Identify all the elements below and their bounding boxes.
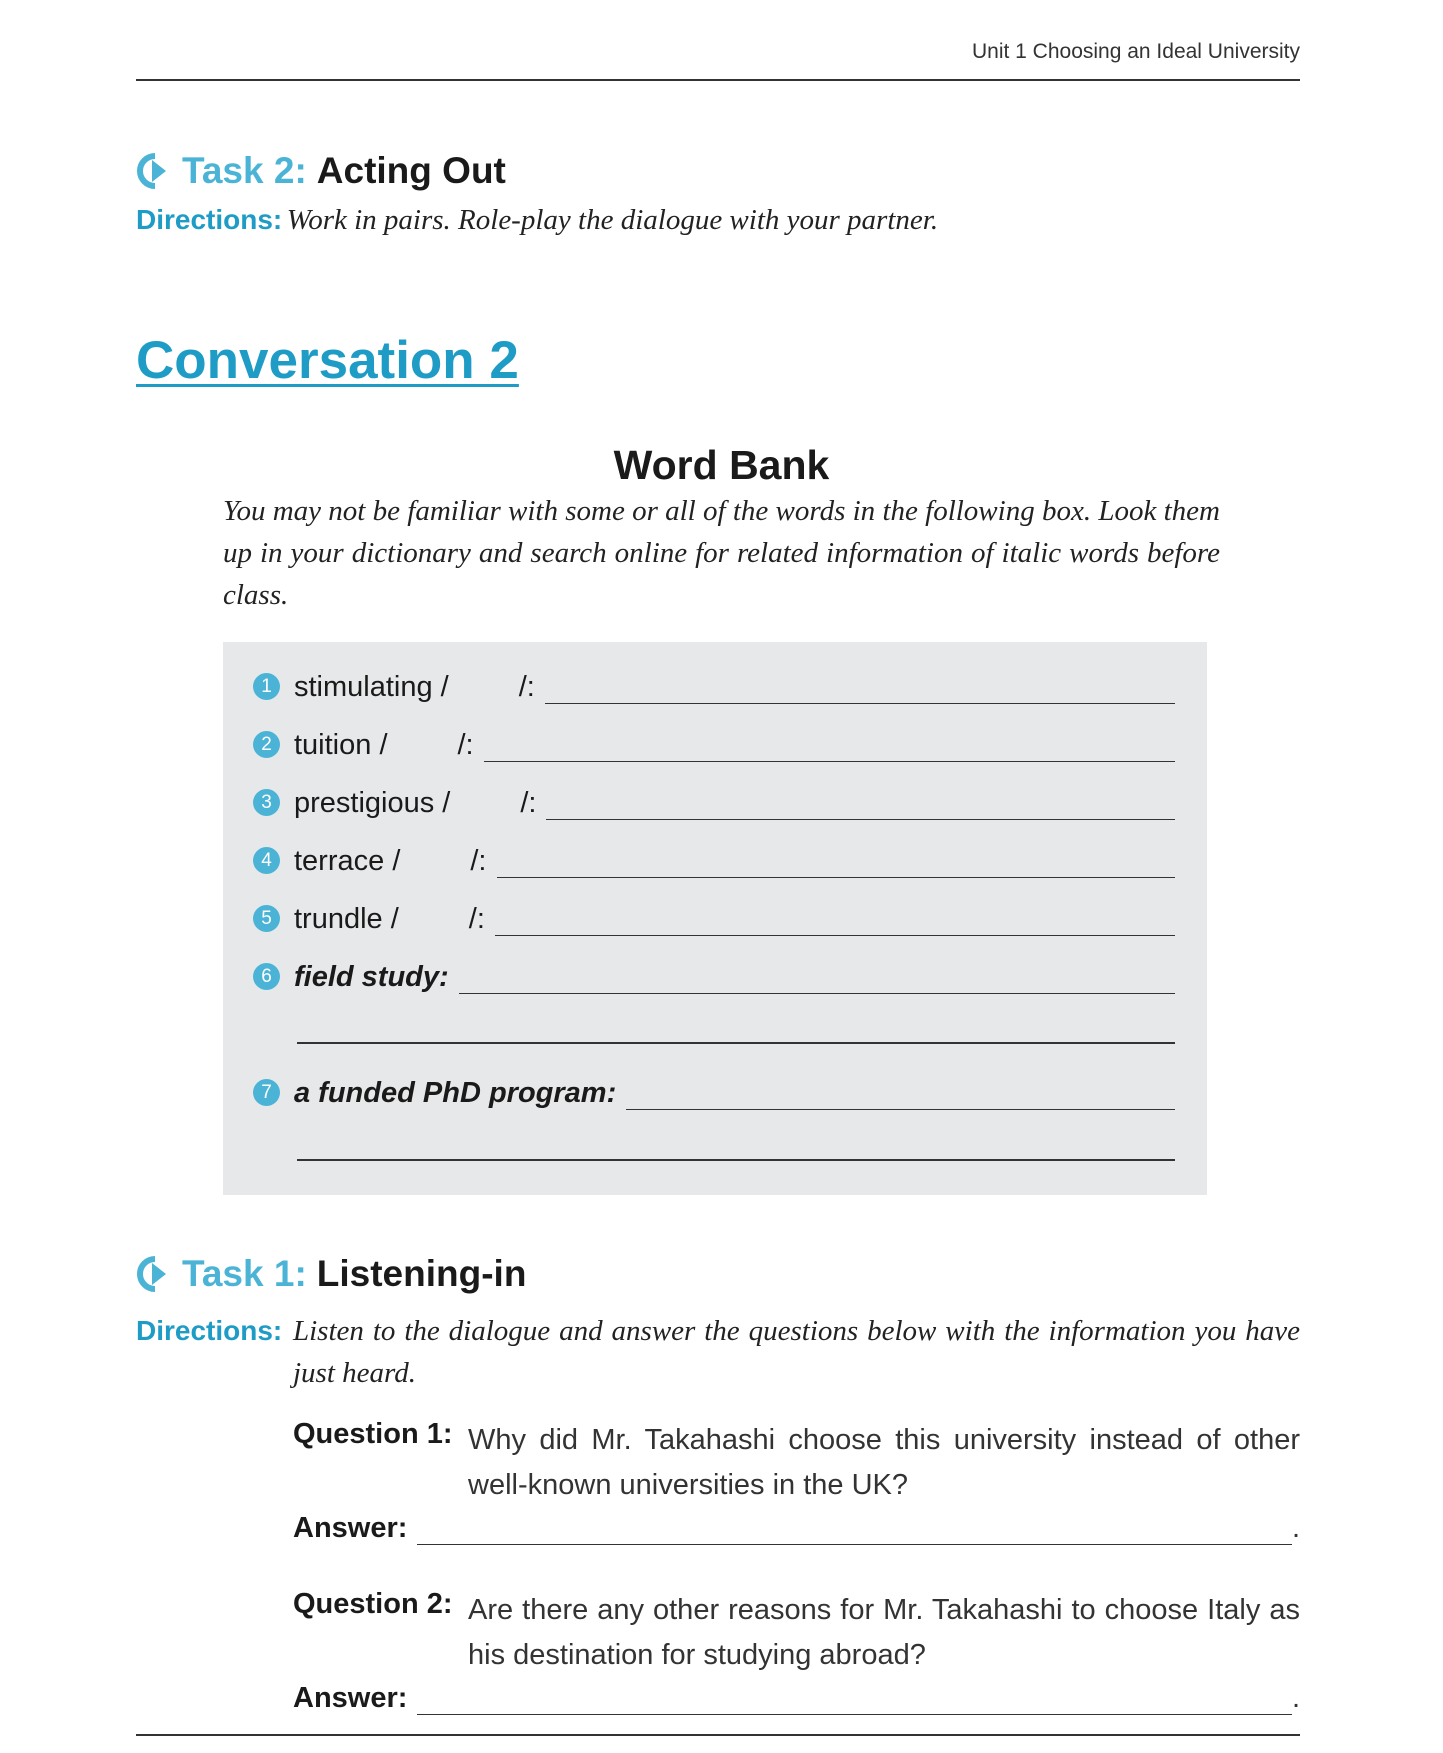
- pronunciation-end: /:: [518, 671, 535, 703]
- task2-number: Task 2:: [182, 150, 307, 191]
- word-bank-item: [253, 722, 1175, 762]
- definition-blank[interactable]: [626, 1081, 1175, 1110]
- word-bank-item: [253, 1070, 1175, 1110]
- definition-blank[interactable]: [459, 965, 1175, 994]
- task1-directions: [136, 1310, 1300, 1394]
- answer-label: Answer:: [293, 1512, 408, 1544]
- word-bank-item: [253, 838, 1175, 878]
- task2-heading: [136, 150, 506, 192]
- definition-blank-continued[interactable]: [297, 1042, 1175, 1044]
- word-bank-intro: You may not be familiar with some or all of the words in the following box. Look them up in your dictionary and search online for related information of italic words before class.: [223, 495, 1220, 611]
- task1-number: Task 1:: [182, 1253, 307, 1294]
- number-badge: 2: [253, 731, 280, 758]
- definition-blank-continued[interactable]: [297, 1159, 1175, 1161]
- task2-directions: [136, 204, 938, 237]
- term: trundle /: [294, 903, 399, 935]
- number-badge: 6: [253, 963, 280, 990]
- pronunciation-end: /:: [520, 787, 537, 819]
- directions-text: Listen to the dialogue and answer the questions below with the information you have just heard.: [293, 1315, 1300, 1389]
- question-2: [293, 1588, 1300, 1715]
- word-bank-box: [223, 642, 1207, 1195]
- task1-heading: [136, 1253, 526, 1295]
- directions-label: Directions:: [136, 204, 283, 235]
- number-badge: 3: [253, 789, 280, 816]
- pronunciation-end: /:: [457, 729, 474, 761]
- definition-blank[interactable]: [484, 733, 1175, 762]
- running-header: Unit 1 Choosing an Ideal University: [971, 40, 1300, 63]
- answer-period: .: [1291, 1682, 1300, 1714]
- directions-label: Directions:: [136, 1315, 283, 1346]
- word-bank-title: Word Bank: [613, 442, 830, 488]
- number-badge: 4: [253, 847, 280, 874]
- answer-blank[interactable]: [417, 1516, 1292, 1545]
- task1-title: Listening-in: [316, 1253, 527, 1294]
- number-badge: 1: [253, 673, 280, 700]
- header-rule: [136, 79, 1300, 81]
- question-1: [293, 1418, 1300, 1545]
- term: a funded PhD program:: [294, 1077, 617, 1109]
- pronunciation-end: /:: [468, 903, 485, 935]
- term: tuition /: [294, 729, 388, 761]
- answer-period: .: [1291, 1512, 1300, 1544]
- answer-blank[interactable]: [417, 1686, 1292, 1715]
- term: terrace /: [294, 845, 401, 877]
- number-badge: 7: [253, 1079, 280, 1106]
- word-bank-item: [253, 780, 1175, 820]
- term: field study:: [294, 961, 449, 993]
- term: stimulating /: [294, 671, 449, 703]
- arrow-circle-icon: [136, 1255, 174, 1293]
- pronunciation-end: /:: [470, 845, 487, 877]
- definition-blank[interactable]: [497, 849, 1176, 878]
- definition-blank[interactable]: [495, 907, 1175, 936]
- word-bank-item: [253, 954, 1175, 994]
- word-bank-item: [253, 896, 1175, 936]
- question-label: Question 2:: [293, 1588, 453, 1620]
- answer-label: Answer:: [293, 1682, 408, 1714]
- term: prestigious /: [294, 787, 451, 819]
- task2-title: Acting Out: [316, 150, 506, 191]
- question-label: Question 1:: [293, 1418, 453, 1450]
- question-text: Are there any other reasons for Mr. Takahashi to choose Italy as his destination for studying abroad?: [468, 1594, 1300, 1671]
- footer-rule: [136, 1734, 1300, 1736]
- definition-blank[interactable]: [546, 791, 1175, 820]
- question-text: Why did Mr. Takahashi choose this university instead of other well-known universities in the UK?: [468, 1424, 1300, 1501]
- definition-blank[interactable]: [545, 675, 1175, 704]
- directions-text: Work in pairs. Role-play the dialogue with your partner.: [286, 204, 939, 236]
- word-bank-item: [253, 664, 1175, 704]
- conversation-title: Conversation 2: [136, 331, 519, 390]
- number-badge: 5: [253, 905, 280, 932]
- arrow-circle-icon: [136, 152, 174, 190]
